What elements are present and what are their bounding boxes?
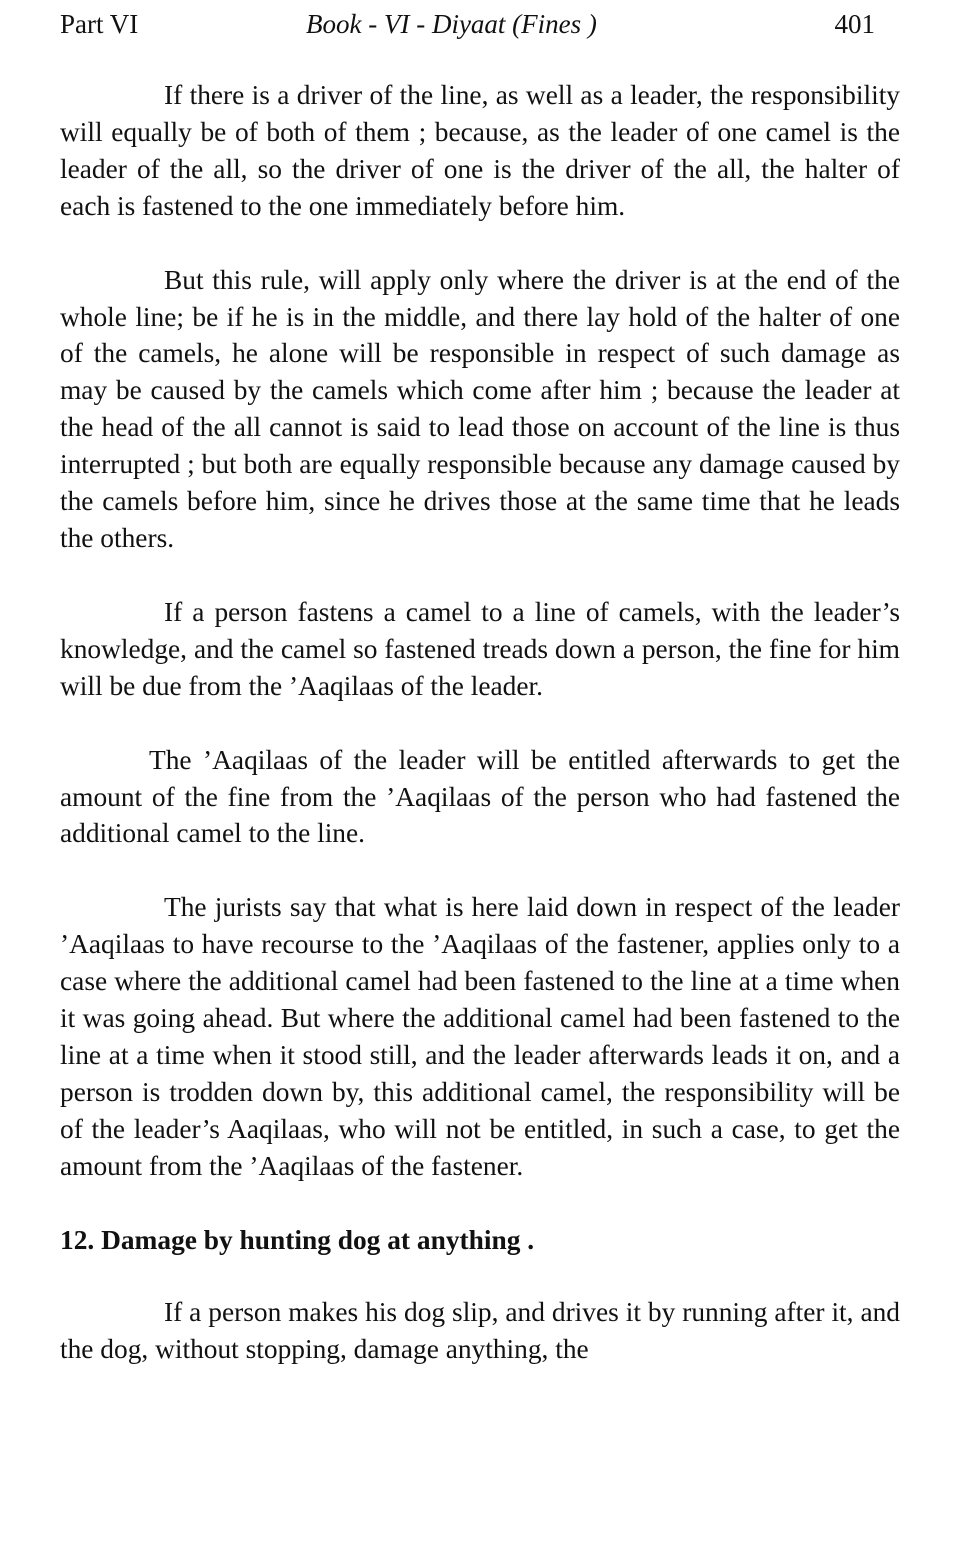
body-text: [60, 77, 900, 1368]
paragraph-aaqilaas-entitled: The ’Aaqilaas of the leader will be entitled afterwards to get the amount of the fine from the ’Aaqilaas of the person who had fastened the additional camel to the line.: [60, 744, 900, 849]
header-part-label: Part VI: [60, 9, 139, 39]
paragraph-hunting-dog: If a person makes his dog slip, and drives it by running after it, and the dog, without stopping, damage anything, the: [60, 1297, 900, 1365]
page-header: [60, 4, 875, 44]
header-book-title: Book - VI - Diyaat (Fines ): [306, 9, 597, 39]
paragraph-driver-in-middle: But this rule, will apply only where the driver is at the end of the whole line; be if he is in the middle, and there lay hold of the halter of one of the camels, he alone will be responsible in respect of such damage as may be caused by the camels which come after him ; because the leader at the head of the all cannot is said to lead those on account of the line is thus interrupted ; but both are equally responsible because any damage caused by the camels before him, since he drives those at the same time that he leads the others.: [60, 264, 900, 553]
paragraph-driver-and-leader: If there is a driver of the line, as well as a leader, the responsibility will equally be of both of them ; because, as the leader of one camel is the leader of the all, so the driver of one is the driver of the all, the halter of each is fastened to the one immediately before him.: [60, 80, 900, 221]
page-number: 401: [834, 9, 875, 39]
section-heading: 12. Damage by hunting dog at anything .: [60, 1224, 535, 1255]
paragraph-fastened-camel: If a person fastens a camel to a line of camels, with the leader’s knowledge, and the camel so fastened treads down a person, the fine for him will be due from the ’Aaqilaas of the leader.: [60, 596, 900, 701]
paragraph-jurists-say: The jurists say that what is here laid down in respect of the leader ’Aaqilaas to have recourse to the ’Aaqilaas of the fastener, applies only to a case where the additional camel had been fastened to the line at a time when it was going ahead. But where the additional camel had been fastened to the line at a time when it stood still, and the leader afterwards leads it on, and a person is trodden down by, this additional camel, the responsibility will be of the leader’s Aaqilaas, who will not be entitled, in such a case, to get the amount from the ’Aaqilaas of the fastener.: [60, 892, 900, 1181]
